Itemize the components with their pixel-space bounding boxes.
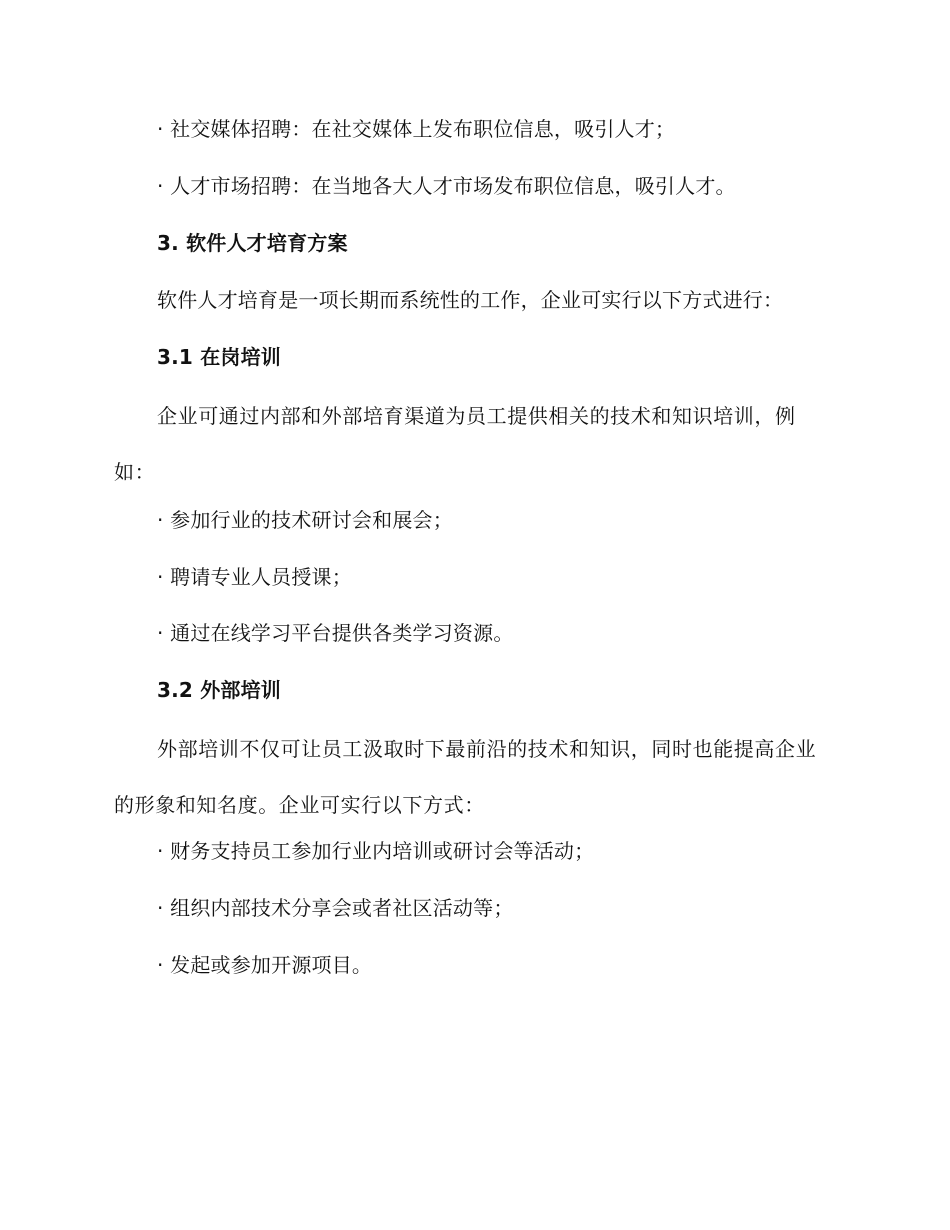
paragraph: 企业可通过内部和外部培育渠道为员工提供相关的技术和知识培训，例如：	[114, 404, 796, 484]
list-item: · 社交媒体招聘：在社交媒体上发布职位信息，吸引人才；	[157, 117, 676, 141]
list-item: · 聘请专业人员授课；	[157, 565, 352, 589]
section-heading: 3. 软件人才培育方案	[157, 231, 348, 255]
subsection-heading: 3.2 外部培训	[157, 678, 281, 702]
list-item: · 参加行业的技术研讨会和展会；	[157, 508, 453, 532]
list-item: · 通过在线学习平台提供各类学习资源。	[157, 621, 514, 645]
section-intro: 软件人才培育是一项长期而系统性的工作，企业可实行以下方式进行：	[157, 288, 784, 312]
subsection-heading: 3.1 在岗培训	[157, 345, 281, 369]
list-item: · 人才市场招聘：在当地各大人才市场发布职位信息，吸引人才。	[157, 174, 736, 198]
list-item: · 发起或参加开源项目。	[157, 953, 373, 977]
list-item: · 组织内部技术分享会或者社区活动等；	[157, 896, 514, 920]
list-item: · 财务支持员工参加行业内培训或研讨会等活动；	[157, 839, 595, 863]
paragraph: 外部培训不仅可让员工汲取时下最前沿的技术和知识，同时也能提高企业的形象和知名度。企业可实行以下方式：	[114, 737, 817, 817]
